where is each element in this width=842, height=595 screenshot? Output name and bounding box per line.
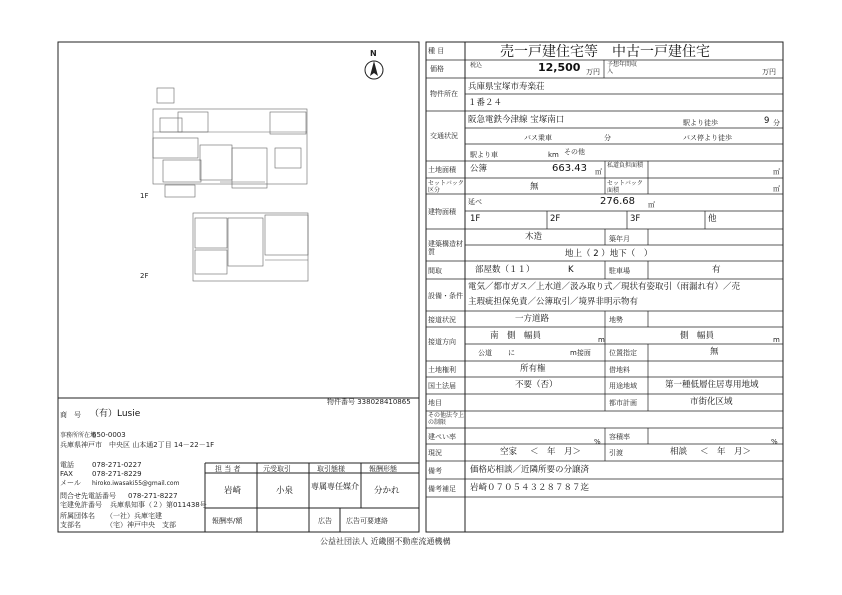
staff-h4: 報酬形態: [369, 465, 397, 473]
fee-label: 報酬率/額: [212, 517, 243, 525]
setback-area-unit: ㎡: [773, 185, 780, 193]
category-value: 売一戸建住宅等 中古一戸建住宅: [500, 44, 710, 60]
handover-value: 相談: [670, 447, 688, 457]
handover-sched: ＜ 年 月＞: [700, 447, 752, 457]
walk-unit: 分: [773, 119, 780, 127]
price-value: 12,500: [538, 61, 581, 74]
license-number: 物件番号 338028410865: [327, 398, 411, 406]
private-road-label: 私道負担面積: [607, 162, 644, 169]
agent-address: 兵庫県神戸市 中央区 山本通2丁目 14－22－1F: [60, 441, 215, 449]
tel-label: 電話: [60, 461, 74, 469]
agent-mail[interactable]: hiroko.iwasaki55@gmail.com: [92, 480, 180, 487]
remarks-value: 価格応相談／近隣所要の分譲済: [470, 465, 590, 475]
layout-rooms: 部屋数（１１）: [475, 265, 535, 275]
use-label: 用途地域: [609, 382, 637, 390]
car-label: 駅より車: [470, 151, 498, 159]
staff-v2: 小泉: [276, 486, 294, 496]
use-value: 第一種低層住居専用地域: [665, 380, 759, 390]
structure-label: 建築構造材質: [428, 240, 463, 256]
land-area-unit: ㎡: [595, 168, 602, 176]
rights-label: 土地権利: [428, 366, 456, 374]
total-unit: ㎡: [648, 201, 655, 209]
total-label: 延べ: [468, 198, 482, 206]
current-label: 現況: [428, 449, 442, 457]
land-area-value: 663.43: [552, 163, 587, 174]
road-side2: 側 幅員: [680, 331, 715, 341]
setback-area-label: セットバック面積: [607, 180, 643, 194]
road-direction: 南 側 幅員: [490, 331, 542, 341]
total-value: 276.68: [600, 196, 635, 207]
road-type: 一方道路: [515, 314, 550, 324]
setback-value: 無: [530, 182, 539, 192]
zoning-label: 国土法届: [428, 382, 456, 390]
other-floor-label: 他: [708, 214, 717, 224]
staff-v4: 分かれ: [374, 486, 400, 496]
fax-label: FAX: [60, 470, 73, 478]
floor1-plan-label: 1F: [140, 192, 149, 200]
road-m2: m: [773, 336, 780, 344]
walk-label: 駅より徒歩: [683, 119, 718, 127]
annual-label: 予想年間収入: [607, 61, 638, 75]
road-m1: m: [598, 336, 605, 344]
floor2-plan-label: 2F: [140, 272, 149, 280]
private-road-unit: ㎡: [773, 168, 780, 176]
bus-stop-label: バス停より徒歩: [683, 134, 732, 142]
price-unit: 万円: [586, 68, 600, 76]
contact-note-value: 岩崎０７０５４３２８７８７迄: [470, 483, 590, 493]
agent-assoc: （一社）兵庫宅建: [106, 512, 162, 520]
branch-label: 支部名: [60, 521, 81, 529]
other-transport: その他: [564, 148, 585, 156]
city-plan-label: 都市計画: [609, 399, 637, 407]
agent-zip: 650-0003: [92, 431, 126, 439]
contact-note-label: 備考補足: [428, 485, 456, 493]
bus-label: バス乗車: [524, 134, 552, 142]
volume-label: 容積率: [609, 433, 630, 441]
category-label: 種 目: [428, 47, 445, 55]
location-line1: 兵庫県宝塚市寿楽荘: [468, 82, 545, 92]
city-plan-value: 市街化区域: [690, 397, 733, 407]
road-label: 接道状況: [428, 316, 456, 324]
built-label: 築年月: [609, 235, 630, 243]
parking-value: 有: [712, 265, 721, 275]
remarks-label: 備考: [428, 467, 442, 475]
parking-label: 駐車場: [609, 267, 630, 275]
designation-value: 無: [710, 347, 719, 357]
staff-v3: 専属専任媒介: [311, 482, 359, 491]
setback-label: セットバック区分: [428, 180, 464, 194]
layout-k: K: [568, 265, 574, 275]
mail-label: メール: [60, 479, 81, 487]
structure-floors: 地上（ 2 ）地下（ ）: [565, 249, 653, 259]
location-label: 物件所在: [430, 90, 458, 98]
inquiry-label: 問合せ先電話番号: [60, 492, 116, 500]
layout-label: 間取: [428, 267, 442, 275]
ad-label: 広告: [318, 517, 332, 525]
ad-value: 広告可要連絡: [346, 517, 388, 525]
public-road-label: 公道: [478, 349, 492, 357]
land-cat-label: 地目: [428, 399, 442, 407]
transport-label: 交通状況: [430, 132, 458, 140]
bus-unit: 分: [604, 134, 611, 142]
lease-label: 借地料: [609, 366, 630, 374]
coverage-label: 建ぺい率: [428, 433, 456, 441]
north-label: N: [370, 49, 377, 58]
office-label: 事務所所在地: [60, 432, 97, 439]
car-unit: km: [548, 151, 559, 159]
rights-value: 所有権: [520, 364, 546, 374]
other-law-label: その他法令上の制限: [428, 412, 465, 426]
volume-unit: %: [771, 438, 778, 446]
road-direction-label: 接道方向: [428, 338, 456, 346]
floor2-label: 2F: [550, 214, 561, 224]
current-value: 空家: [500, 447, 518, 457]
frontage-label: m接面: [570, 349, 591, 357]
location-line2: １番２４: [468, 98, 503, 108]
staff-h3: 取引態様: [317, 465, 345, 473]
walk-min: 9: [764, 116, 770, 126]
terrain-label: 地勢: [609, 316, 623, 324]
staff-v1: 岩崎: [224, 486, 242, 496]
agent-branch: （宅）神戸中央 支部: [106, 521, 176, 529]
floor3-label: 3F: [630, 214, 641, 224]
handover-label: 引渡: [609, 449, 623, 457]
agent-tel: 078-271-0227: [92, 461, 142, 469]
assoc-label: 所属団体名: [60, 512, 95, 520]
agent-fax: 078-271-8229: [92, 470, 142, 478]
staff-h1: 担 当 者: [215, 465, 241, 473]
facilities-line2: 主瑕疵担保免責／公簿取引／境界非明示物有: [468, 297, 639, 307]
agent-license: 兵庫県知事（２）第011438号: [110, 501, 207, 509]
structure-material: 木造: [525, 232, 543, 242]
agent-name-label: 商 号: [60, 411, 81, 419]
public-road-value: に: [508, 349, 515, 357]
transport-line: 阪急電鉄今津線 宝塚南口: [468, 115, 565, 125]
facilities-label: 設備・条件: [428, 292, 463, 300]
footer-org: 公益社団法人 近畿圏不動産流通機構: [320, 537, 451, 546]
land-area-label: 土地面積: [428, 166, 456, 174]
zoning-value: 不要（否）: [515, 380, 558, 390]
designation-label: 位置指定: [609, 349, 637, 357]
agent-inquiry: 078-271-8227: [128, 492, 178, 500]
current-sched: ＜ 年 月＞: [530, 447, 582, 457]
tax-label: 税込: [470, 62, 483, 69]
building-area-label: 建物面積: [428, 208, 456, 216]
facilities-line1: 電気／都市ガス／上水道／汲み取り式／現状有姿取引（雨漏れ有）／売: [468, 282, 741, 292]
agent-name: （有）Lusie: [90, 409, 141, 419]
floor1-label: 1F: [470, 214, 481, 224]
price-label: 価格: [430, 65, 444, 73]
land-kind: 公簿: [470, 164, 488, 174]
agent-license-label: 宅建免許番号: [60, 501, 102, 509]
coverage-unit: %: [594, 438, 601, 446]
annual-unit: 万円: [762, 68, 776, 76]
staff-h2: 元受取引: [263, 465, 291, 473]
